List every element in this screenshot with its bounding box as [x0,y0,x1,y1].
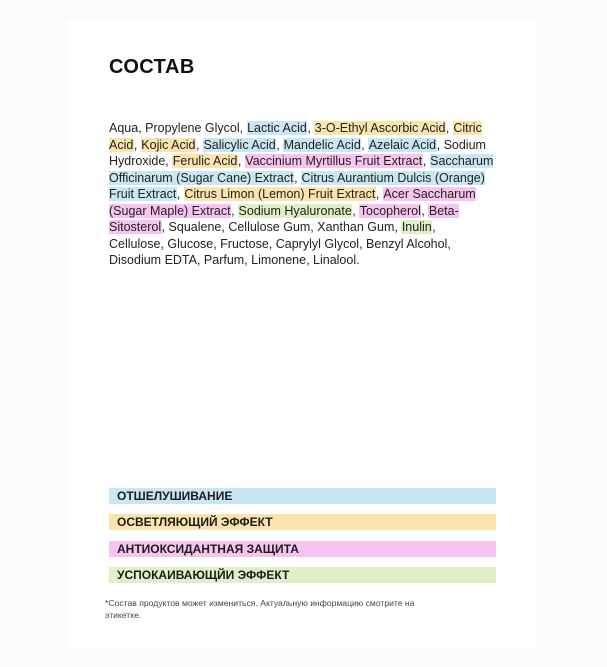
ingredient-text: , [422,154,430,168]
highlighted-ingredient: Beta-Sitosterol [109,203,459,234]
highlighted-ingredient: Salicylic Acid [203,137,276,152]
ingredient-text: , [352,203,360,218]
ingredient-text: , [375,187,383,201]
ingredient-text: , [176,187,184,201]
ingredient-text: , [421,203,429,218]
ingredient-text: Aqua, Propylene Glycol, [109,121,247,135]
ingredient-text: , Sodium Hydroxide, [109,137,486,168]
highlighted-ingredient: Tocopherol [359,203,421,218]
highlighted-ingredient: Saccharum Officinarum (Sugar Cane) Extract [109,154,494,185]
legend-antioxidant: АНТИОКСИДАНТНАЯ ЗАЩИТА [109,541,496,557]
highlighted-ingredient: Azelaic Acid [368,137,437,152]
highlighted-ingredient: Acer Saccharum (Sugar Maple) Extract [109,187,476,218]
ingredients-text [109,120,494,269]
legend-soothing: УСПОКАИВАЮЩЙИ ЭФФЕКТ [109,567,496,583]
highlighted-ingredient: Inulin [401,220,432,234]
highlighted-ingredient: Citrus Aurantium Dulcis (Orange) Fruit Extract [109,170,485,201]
ingredient-text: , [237,154,245,168]
ingredient-text: , [307,121,315,135]
highlighted-ingredient: Citrus Limon (Lemon) Fruit Extract [184,187,376,201]
legend-exfoliation: ОТШЕЛУШИВАНИЕ [109,488,496,504]
ingredient-text: , [195,137,203,152]
highlighted-ingredient: Lactic Acid [247,121,307,135]
ingredient-text: , [294,170,302,185]
highlighted-ingredient: Citric Acid [109,121,482,152]
ingredient-text: , [276,137,284,152]
ingredient-text: , Cellulose, Glucose, Fructose, Caprylyl Glycol, Benzyl Alcohol, Disodium EDTA, Parfum, Limonene, Linalool. [109,220,451,267]
highlighted-ingredient: Ferulic Acid [172,154,238,168]
footnote: *Состав продуктов может измениться. Актуальную информацию смотрите на этикетке. [105,598,415,620]
ingredient-text: , Squalene, Cellulose Gum, Xanthan Gum, [161,220,402,234]
ingredient-text: , [445,121,453,135]
ingredient-text: , [231,203,239,218]
legend-brightening: ОСВЕТЛЯЮЩИЙ ЭФФЕКТ [109,514,496,530]
highlighted-ingredient: Vaccinium Myrtillus Fruit Extract [245,154,423,168]
section-title: СОСТАВ [109,56,195,78]
ingredient-text: , [133,137,141,152]
highlighted-ingredient: Mandelic Acid [283,137,361,152]
ingredient-text: , [361,137,369,152]
highlighted-ingredient: Kojic Acid [141,137,196,152]
highlighted-ingredient: 3-O-Ethyl Ascorbic Acid [314,121,446,135]
highlighted-ingredient: Sodium Hyaluronate [238,203,352,218]
